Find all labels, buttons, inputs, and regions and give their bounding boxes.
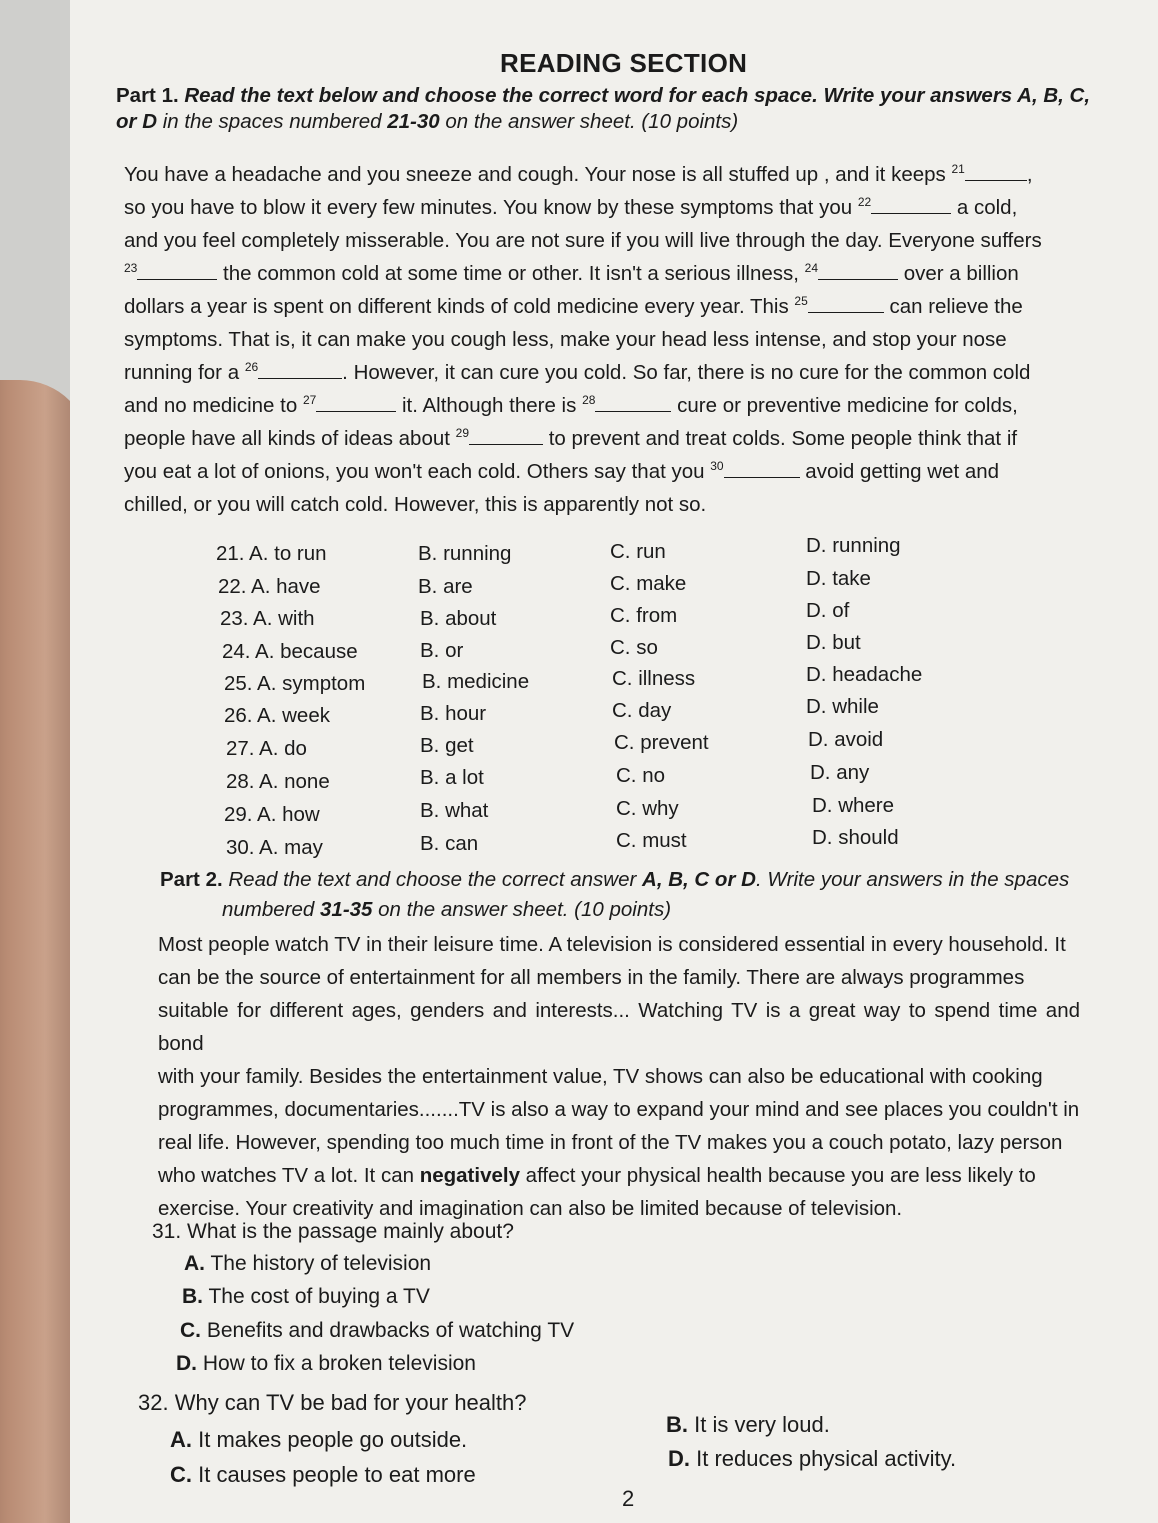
q29-option-a[interactable]: 29. A. how: [224, 803, 320, 826]
page-content: [70, 0, 1158, 1523]
q26-option-b[interactable]: B. hour: [420, 702, 487, 725]
q21-option-c[interactable]: C. run: [610, 540, 666, 563]
q26-option-d[interactable]: D. while: [806, 695, 879, 718]
blank-28: [595, 393, 671, 412]
q27-option-d[interactable]: D. avoid: [808, 728, 884, 751]
q30-option-a[interactable]: 30. A. may: [226, 836, 323, 859]
passage-line: dollars a year is spent on different kinds of cold medicine every year. This $^{25}$ can relieve the: [124, 294, 1023, 318]
q22-option-c[interactable]: C. make: [610, 572, 687, 595]
passage-line: people have all kinds of ideas about $^{29}$ to prevent and treat colds. Some people think that if: [124, 426, 1018, 450]
passage-line: chilled, or you will catch cold. However, this is apparently not so.: [124, 493, 707, 516]
q31-question: 31. What is the passage mainly about?: [152, 1220, 514, 1243]
q29-option-b[interactable]: B. what: [420, 799, 489, 822]
blank-29: [469, 426, 543, 445]
passage-line: running for a $^{26}$ . However, it can cure you cold. So far, there is no cure for the common cold: [124, 360, 1031, 384]
q23-option-a[interactable]: 23. A. with: [220, 607, 315, 630]
part2-passage: [158, 928, 1080, 1225]
q24-option-a[interactable]: 24. A. because: [222, 640, 358, 663]
q31-option-a[interactable]: A. The history of television: [184, 1252, 432, 1275]
q28-option-d[interactable]: D. any: [810, 761, 870, 784]
q30-option-d[interactable]: D. should: [812, 826, 899, 849]
q31-option-d[interactable]: D. How to fix a broken television: [176, 1352, 476, 1375]
passage-line: and you feel completely misserable. You are not sure if you will live through the day. Everyone suffers: [124, 229, 1042, 252]
q23-option-b[interactable]: B. about: [420, 607, 497, 630]
blank-22: [871, 195, 951, 214]
q32-option-a[interactable]: A. It makes people go outside.: [170, 1427, 468, 1452]
q22-option-a[interactable]: 22. A. have: [218, 575, 321, 598]
passage-line: symptoms. That is, it can make you cough less, make your head less intense, and stop your nose: [124, 328, 1007, 351]
q23-option-d[interactable]: D. of: [806, 599, 850, 622]
part1-instruction-line2: or D in the spaces numbered 21-30 on the answer sheet. (10 points): [116, 110, 739, 133]
passage-line: exercise. Your creativity and imagination can also be limited because of television.: [158, 1197, 903, 1220]
part1-label: Part 1.: [116, 84, 179, 107]
passage-line: so you have to blow it every few minutes. You know by these symptoms that you $^{22}$ a cold,: [124, 195, 1018, 219]
worksheet-page: [70, 0, 1158, 1523]
passage-line: programmes, documentaries.......TV is also a way to expand your mind and see places you couldn't in: [158, 1098, 1080, 1121]
part2-instruction-line2: numbered 31-35 on the answer sheet. (10 points): [222, 898, 672, 921]
q22-option-b[interactable]: B. are: [418, 575, 473, 598]
q25-option-c[interactable]: C. illness: [612, 667, 696, 690]
part1-passage: [124, 158, 1060, 521]
q25-option-d[interactable]: D. headache: [806, 663, 923, 686]
part1-instruction-line1: Part 1. Read the text below and choose the correct word for each space. Write your answers A, B, C,: [116, 84, 1091, 107]
passage-line: $^{23}$ the common cold at some time or other. It isn't a serious illness, $^{24}$ over a billion: [124, 261, 1019, 285]
blank-25: [808, 294, 884, 313]
q30-option-c[interactable]: C. must: [616, 829, 687, 852]
q31-option-b[interactable]: B. The cost of buying a TV: [182, 1285, 430, 1308]
blank-21: [965, 162, 1027, 181]
passage-line: you eat a lot of onions, you won't each cold. Others say that you $^{30}$ avoid getting wet and: [124, 459, 1000, 483]
part2-label: Part 2.: [160, 868, 223, 891]
blank-24: [818, 261, 898, 280]
passage-line: real life. However, spending too much time in front of the TV makes you a couch potato, lazy person: [158, 1131, 1063, 1154]
q22-option-d[interactable]: D. take: [806, 567, 871, 590]
q32-option-b[interactable]: B. It is very loud.: [666, 1412, 830, 1437]
q24-option-d[interactable]: D. but: [806, 631, 861, 654]
q21-option-d[interactable]: D. running: [806, 534, 901, 557]
section-title: READING SECTION: [500, 48, 748, 78]
q27-option-a[interactable]: 27. A. do: [226, 737, 307, 760]
q25-option-a[interactable]: 25. A. symptom: [224, 672, 366, 695]
q26-option-a[interactable]: 26. A. week: [224, 704, 330, 727]
q24-option-c[interactable]: C. so: [610, 636, 658, 659]
part2-instruction-line1: Part 2. Read the text and choose the correct answer A, B, C or D. Write your answers in the spaces: [160, 868, 1070, 891]
q32-question: 32. Why can TV be bad for your health?: [138, 1390, 527, 1415]
q26-option-c[interactable]: C. day: [612, 699, 672, 722]
passage-line: can be the source of entertainment for all members in the family. There are always programmes: [158, 966, 1025, 989]
q21-option-a[interactable]: 21. A. to run: [216, 542, 327, 565]
passage-line: suitable for different ages, genders and interests... Watching TV is a great way to spend time and bond: [158, 999, 1080, 1055]
q27-option-c[interactable]: C. prevent: [614, 731, 709, 754]
q31-option-c[interactable]: C. Benefits and drawbacks of watching TV: [180, 1319, 575, 1342]
emphasis-negatively: negatively: [419, 1164, 520, 1187]
q29-option-c[interactable]: C. why: [616, 797, 679, 820]
part2-instruction: [160, 866, 1080, 924]
q28-option-b[interactable]: B. a lot: [420, 766, 484, 789]
passage-line: and no medicine to $^{27}$ it. Although there is $^{28}$ cure or preventive medicine for colds,: [124, 393, 1018, 417]
q29-option-d[interactable]: D. where: [812, 794, 895, 817]
q30-option-b[interactable]: B. can: [420, 832, 479, 855]
q25-option-b[interactable]: B. medicine: [422, 670, 530, 693]
q23-option-c[interactable]: C. from: [610, 604, 678, 627]
blank-27: [316, 393, 396, 412]
q21-option-b[interactable]: B. running: [418, 542, 512, 565]
blank-26: [258, 360, 342, 379]
blank-30: [724, 459, 800, 478]
q32-option-d[interactable]: D. It reduces physical activity.: [668, 1446, 957, 1471]
passage-line: Most people watch TV in their leisure time. A television is considered essential in every household. It: [158, 933, 1066, 956]
q32-option-c[interactable]: C. It causes people to eat more: [170, 1462, 476, 1487]
q28-option-a[interactable]: 28. A. none: [226, 770, 330, 793]
passage-line: with your family. Besides the entertainment value, TV shows can also be educational with cooking: [158, 1065, 1043, 1088]
q28-option-c[interactable]: C. no: [616, 764, 665, 787]
q27-option-b[interactable]: B. get: [420, 734, 474, 757]
part1-instruction: [116, 82, 1126, 136]
passage-line: You have a headache and you sneeze and cough. Your nose is all stuffed up , and it keeps $^{21}$ ,: [124, 162, 1033, 186]
passage-line: who watches TV a lot. It can negatively affect your physical health because you are less likely to: [158, 1164, 1036, 1187]
page-number: 2: [622, 1486, 635, 1511]
blank-23: [137, 261, 217, 280]
q24-option-b[interactable]: B. or: [420, 639, 464, 662]
